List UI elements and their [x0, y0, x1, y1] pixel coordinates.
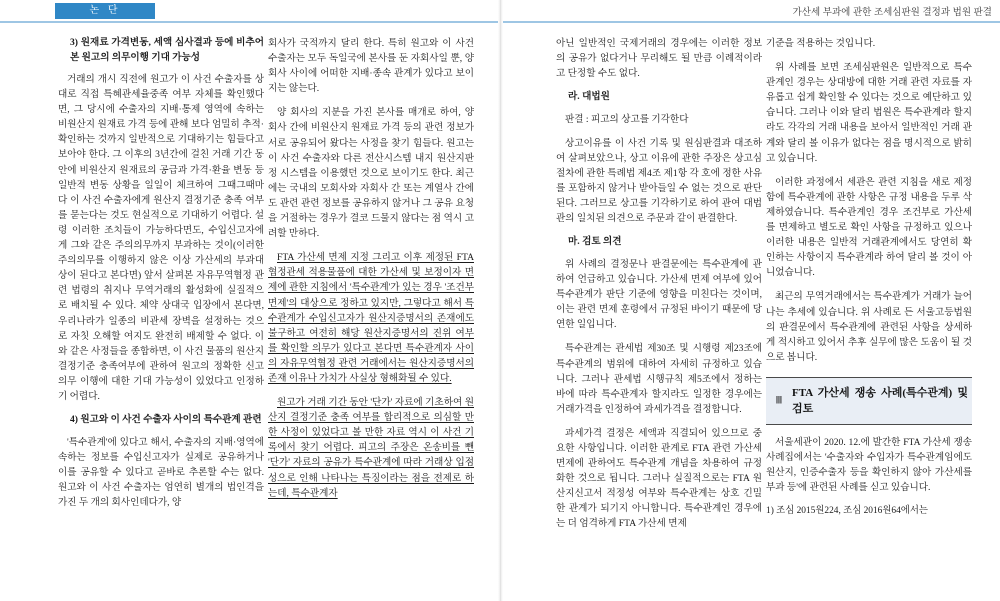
chapter-number: Ⅲ — [775, 395, 783, 407]
paragraph: 최근의 무역거래에서는 특수관계가 거래가 늘어나는 추세에 있습니다. 위 사례로 든 서울고등법원의 판결문에서 특수관계에 관련된 사항을 상세하게 적시하고 있어서 추후 실무에 많은 도움이 될 것으로 봅니다. — [766, 291, 972, 363]
paragraph: 위 사례를 보면 조세심판원은 일반적으로 특수관계인 경우는 상대방에 대한 거래 관련 자료를 자유롭고 쉽게 확인할 수 있다는 것으로 예단하고 있습니다. 그러나 이와 달리 법원은 특수관계라 할지라도 각각의 거래 내용을 보아서 일반적인 거래 관계와 달리 볼 이유가 없다는 점을 명시적으로 밝히고 있습니다. — [766, 62, 972, 164]
paragraph: '특수관계'에 있다고 해서, 수출자의 지배·영역에 속하는 정보를 수입신고자가 실제로 공유하거나 이를 공유할 수 있다고 곧바로 추론할 수는 없다. 원고와 이 사건 수출자는 엄연히 별개의 법인격을 가진 두 개의 회사인데다가, 양 — [58, 436, 264, 508]
paragraph: 회사가 국적까지 달리 한다. 특히 원고와 이 사건 수출자는 모두 독일국에 본사를 둔 자회사일 뿐, 양 회사 사이에 어떠한 지배·종속 관계가 있다고 보이지는 않는다. — [268, 38, 474, 95]
paragraph: 상고이유를 이 사건 기록 및 원심판결과 대조하여 살펴보았으나, 상고 이유에 관한 주장은 상고심절차에 관한 특례법 제4조 제1항 각 호에 정한 사유를 포함하지 않거나 받아들일 수 없는 것으로 판단된다. 그러므로 상고를 기각하기로 하여 관여 대법관의 일치된 의견으로 주문과 같이 판결한다. — [556, 137, 762, 225]
paragraph-underlined: FTA 가산세 면제 지정 그리고 이후 제정된 FTA 협정관세 적용물품에 대한 가산세 및 보정이자 면제에 관한 지침에서 '특수관계'가 있는 경우 '조건부 면제'의 대상으로 정하고 있지만, 그렇다고 해서 특수관계가 수입신고자가 원산지증명서의 존재에도 불구하고 여전히 해당 원산지증명서의 진위 여부를 확인할 의무가 있다고 본다면 특수관계자 사이의 자유무역협정 관련 거래에서는 원산지증명서의 존재 이유나 가치가 사실상 형해화될 수 있다. — [268, 252, 474, 384]
chapter-title: FTA 가산세 쟁송 사례(특수관계) 및 검토 — [792, 386, 968, 415]
footnote: 1) 조심 2015원224, 조심 2016원64에서는 — [766, 506, 928, 517]
paragraph: 서울세관이 2020. 12.에 발간한 FTA 가산세 쟁송 사례집에서는 '수출자와 수입자가 특수관계임에도 원산지, 인증수출자 등을 확인하지 않아 가산세를 부과 등'에 관련된 사례를 싣고 있습니다. — [766, 436, 972, 494]
paragraph: 아닌 일반적인 국제거래의 경우에는 이러한 정보의 공유가 없다거나 무리해도 될 만큼 이례적이라고 단정할 수도 없다. — [556, 38, 762, 80]
text-column-4 — [766, 36, 972, 528]
paragraph: 특수관계는 관세법 제30조 및 시행령 제23조에 특수관계의 범위에 대하여 자세히 규정하고 있습니다. 그러나 관세법 시행규칙 제5조에서 정하는 바에 따라 특수관계자 할지라도 일정한 경우에는 거래가격을 인정하여 과세가격을 결정합니다. — [556, 343, 762, 415]
header-running-title: 가산세 부과에 관한 조세심판원 결정과 법원 판결 — [792, 7, 992, 18]
text-column-1 — [58, 36, 264, 519]
paragraph: 이러한 과정에서 세관은 관련 지침을 새로 제정함에 특수관계에 관한 사항은 규정 내용을 두루 삭제하였습니다. 특수관계인 경우 조건부로 가산세를 면제하고 별도로 확인 사항을 규정하고 있으나 이러한 내용은 일반적 거래관계에서도 당연히 확인하는 사항이지 특수관계라 하여 달리 볼 것이 아니었습니다. — [766, 176, 972, 279]
paragraph: 기준을 적용하는 것입니다. — [766, 38, 876, 49]
section-heading-ma: 마. 검토 의견 — [568, 236, 622, 248]
section-heading-3: 3) 원재료 가격변동, 세액 심사결과 등에 비추어 본 원고의 의무이행 기대 가능성 — [70, 37, 264, 63]
paragraph: 판결 : 피고의 상고를 기각한다 — [565, 113, 689, 125]
text-column-2 — [268, 36, 474, 510]
paragraph: 거래의 개시 직전에 원고가 이 사건 수출자를 상대로 직접 특혜관세율중족 여부 자체를 확인했다면, 그 당시에 수출자의 지배·통제 영역에 속하는 비원산지 원재료 가격 등에 관해 보다 엄밀히 추적·확인하는 것까지 일반적으로 기대하기는 힘들다고 보아야 한다. 그 이후의 3년간에 걸친 거래 기간 동안에 비원산지 원재료의 공급과 가격·환율 변동 등 일반적 변동 상황을 일일이 체크하여 그때그때마다 이 사건 수출자에게 원산지 결정기준 충족 여부를 묻는다는 것도 현실적으로 기대하기 어렵다. 설령 이러한 조치들이 가능하다면도, 수입신고자에게 그와 같은 주의의무까지 부과하는 것이(이러한 주의의무를 이행하지 않은 이상 가산세의 부과대상이 된다고 본다면) 앞서 살펴본 자유무역협정 관련 법령의 취지나 무역거래의 활성화에 실질적으로 배치될 수 있다. 체약 상대국 입장에서 본다면, 우리나라가 일종의 비관세 장벽을 설정하는 것으로 자칫 오해할 여지도 완전히 배제할 수 없다. 이와 같은 사정들을 종합하면, 이 사건 물품의 원산지결정기준 충족여부에 관하여 원고의 정확한 신고의무 이행에 대한 기대 가능성이 있었다고 인정하기 어렵다. — [58, 74, 264, 402]
chapter-callout-box — [766, 377, 972, 425]
page-spine — [498, 0, 503, 601]
paragraph: 양 회사의 지분을 가진 본사를 매개로 하여, 양 회사 간에 비원산지 원재료 가격 등의 관련 정보가 서로 공유되어 왔다는 사정을 찾기 힘들다. 원고는 이 사건 수출자와 다른 전산시스템 내지 원산지판정 시스템을 이용했던 것으로 보이기도 한다. 최근에는 국내의 모회사와 자회사 간 또는 계열사 간에도 관련 관련 정보를 공유하지 않거나 그 공유 요청을 거절하는 경우가 결코 드물지 않다는 점 역시 고려할 만하다. — [268, 107, 474, 240]
paragraph-underlined: 원고가 거래 기간 동안 '단가' 자료에 기초하여 원산지 결정기준 충족 여부를 합리적으로 의심할 만한 사정이 있었다고 볼 만한 자료 역시 이 사건 기록에서 찾기 어렵다. 피고의 주장은 온송비를 뺀 '단가' 자료의 공유가 특수관계에 따라 거래상 입점성으로 인해 나타나는 특징이라는 점을 전제로 하는데, 특수관계자 — [268, 397, 474, 499]
header-section-tab: 논 단 — [55, 3, 155, 19]
section-heading-4: 4) 원고와 이 사건 수출자 사이의 특수관계 관련 — [70, 414, 262, 426]
paragraph: 과세가격 결정은 세액과 직결되어 있으므로 중요한 사항입니다. 이러한 관계로 FTA 관련 가산세 면제에 관하여도 특수관계 개념을 차용하여 규정화한 것으로 됩니다. 그러나 실질적으로는 FTA 원산지신고서 적정성 여부와 특수관계는 상호 긴밀한 관계가 되기지 아니합니다. 특수관계인 경우에는 더 엄격하게 FTA 가산세 면제 — [556, 427, 762, 530]
text-column-3 — [556, 36, 762, 541]
paragraph: 위 사례의 결정문나 판결문에는 특수관계에 관하여 언급하고 있습니다. 가산세 면제 여부에 있어 특수관계가 판단 기준에 영향을 미친다는 것이며, 이는 관련 면제 훈령에서 규정된 바이기 때문에 당연한 일입니다. — [556, 258, 762, 331]
section-heading-ra: 라. 대법원 — [568, 91, 610, 103]
